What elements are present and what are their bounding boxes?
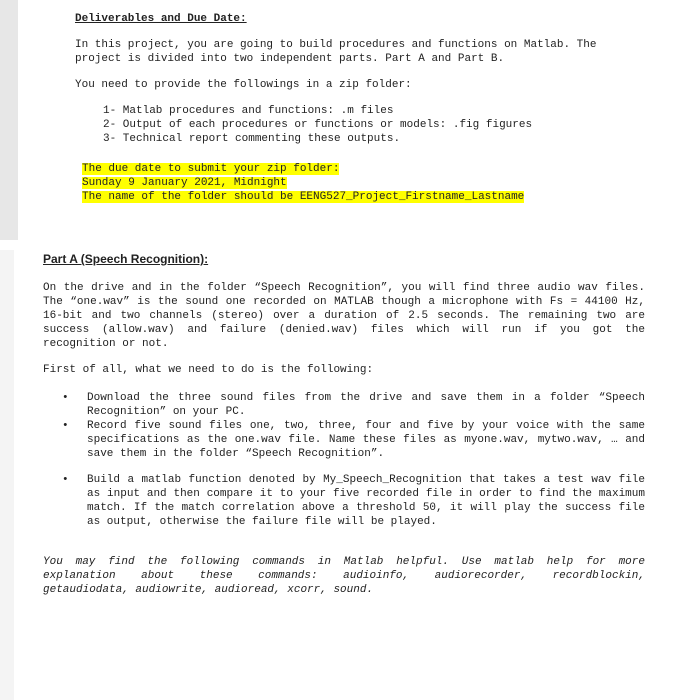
bullet-icon: • [62,420,69,432]
bullet-line: Download the three sound files from the drive and save them in a folder [87,392,590,404]
provide-line: You need to provide the followings in a zip folder: [75,79,412,91]
paragraph-line: On the drive and in the folder “Speech Recognition”, you will find three audio wav [43,282,598,294]
due-date-highlight [82,162,650,204]
bullet-line: wav file as input and then compare it to your five recorded file in order to [87,474,646,500]
bullet-icon: • [62,474,69,486]
highlight-line: The due date to submit your zip folder: [82,163,340,175]
part-a-section [43,252,645,597]
note-line: getaudiodata, audiowrite, audioread, xcorr, sound. [43,584,374,596]
bullet-line: the same specifications as the one.wav file. Name these files as myone.wav, [87,420,645,446]
list-item: 1- Matlab procedures and functions: .m files [103,105,394,117]
bullet-line: will play the success file as output, otherwise the failure file will be [87,502,645,528]
paragraph-line: files. The “one.wav” is the sound one recorded on MATLAB though a microphone with [43,282,645,308]
deliverables-heading: Deliverables and Due Date: [75,13,247,25]
paragraph-line: Fs = 44100 Hz, 16-bit and two channels (stereo) over a duration of 2.5 seconds. [43,296,645,322]
list-item [43,473,645,529]
intro-line: In this project, you are going to build procedures and functions on Matlab. The [75,39,597,51]
bullet-line: mytwo.wav, … and save them in the folder “Speech Recognition”. [87,434,646,460]
left-page-margin-shadow-lower [0,250,14,700]
bullet-line: “Speech Recognition” on your PC. [87,392,645,418]
task-bullet-list [43,391,645,529]
intro-line: project is divided into two independent parts. Part A and Part B. [75,53,505,65]
first-of-all-line: First of all, what we need to do is the following: [43,364,374,376]
list-item: 3- Technical report commenting these outputs. [103,133,401,145]
note-line: You may find the following commands in Matlab helpful. Use matlab help for more [43,556,645,568]
list-item [43,419,645,461]
part-a-heading: Part A (Speech Recognition): [43,252,209,266]
bullet-line: Build a matlab function denoted by My_Speech_Recognition that takes a test [87,474,584,486]
note-line: explanation about these commands: audioinfo, audiorecorder, recordblockin, [43,570,645,582]
highlight-line: Sunday 9 January 2021, Midnight [82,177,287,189]
left-page-margin-shadow [0,0,18,240]
list-item [43,391,645,419]
paragraph-line: will run if you got the recognition or not. [43,324,645,350]
highlight-line: The name of the folder should be EENG527_Project_Firstname_Lastname [82,191,525,203]
bullet-line: played. [390,516,437,528]
commands-note [43,555,645,597]
bullet-icon: • [62,392,69,404]
list-item: 2- Output of each procedures or functions or models: .fig figures [103,119,533,131]
deliverables-list [103,104,650,146]
part-a-intro-paragraph [43,281,645,351]
paragraph-line: The remaining two are success (allow.wav) and failure (denied.wav) files which [43,310,646,336]
bullet-line: find the maximum match. If the match correlation above a threshold 50, it [87,488,645,514]
bullet-line: Record five sound files one, two, three, four and five by your voice with [87,420,584,432]
intro-paragraph [75,38,650,66]
deliverables-section [75,12,650,204]
